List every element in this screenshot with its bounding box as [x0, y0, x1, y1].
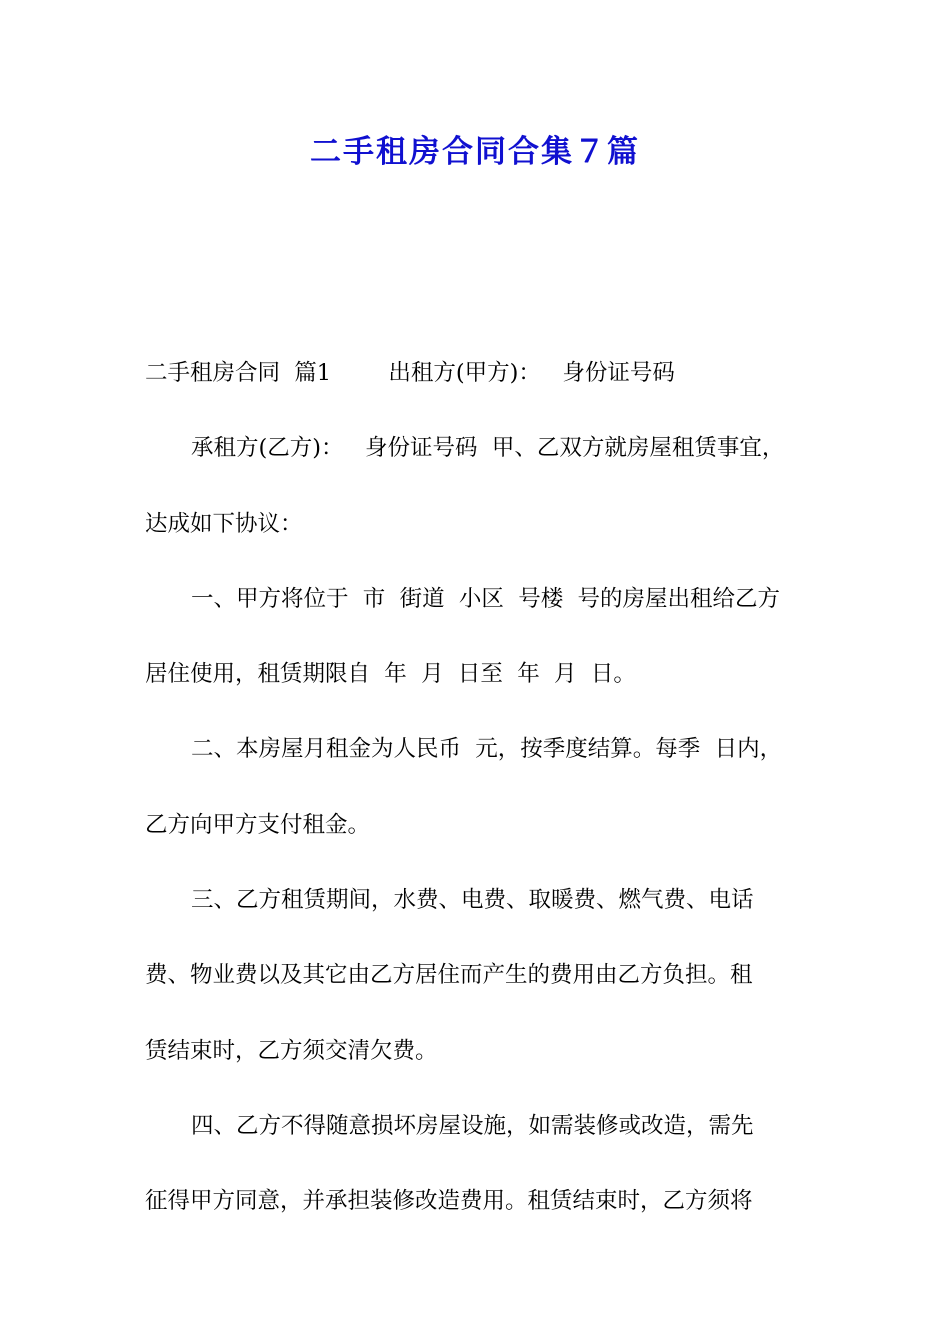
body-line: 居住使用，租赁期限自 年 月 日至 年 月 日。 — [145, 661, 636, 688]
body-line: 赁结束时，乙方须交清欠费。 — [145, 1037, 438, 1064]
document-title: 二手租房合同合集７篇 — [310, 134, 640, 170]
body-line: 四、乙方不得随意损坏房屋设施，如需装修或改造，需先 — [191, 1112, 754, 1139]
body-line: 费、物业费以及其它由乙方居住而产生的费用由乙方负担。租 — [145, 962, 753, 989]
body-line: 征得甲方同意，并承担装修改造费用。租赁结束时，乙方须将 — [145, 1188, 753, 1215]
body-line: 乙方向甲方支付租金。 — [145, 811, 371, 838]
body-line: 达成如下协议： — [145, 510, 303, 537]
body-line: 二、本房屋月租金为人民币 元，按季度结算。每季 日内， — [191, 736, 783, 763]
body-line: 一、甲方将位于 市 街道 小区 号楼 号的房屋出租给乙方 — [191, 585, 781, 612]
body-line: 三、乙方租赁期间，水费、电费、取暖费、燃气费、电话 — [191, 887, 754, 914]
document-body — [145, 336, 810, 1240]
body-line: 二手租房合同 篇1 出租方(甲方)： 身份证号码 — [145, 360, 675, 386]
body-line: 承租方(乙方)： 身份证号码 甲、乙双方就房屋租赁事宜， — [191, 435, 785, 462]
